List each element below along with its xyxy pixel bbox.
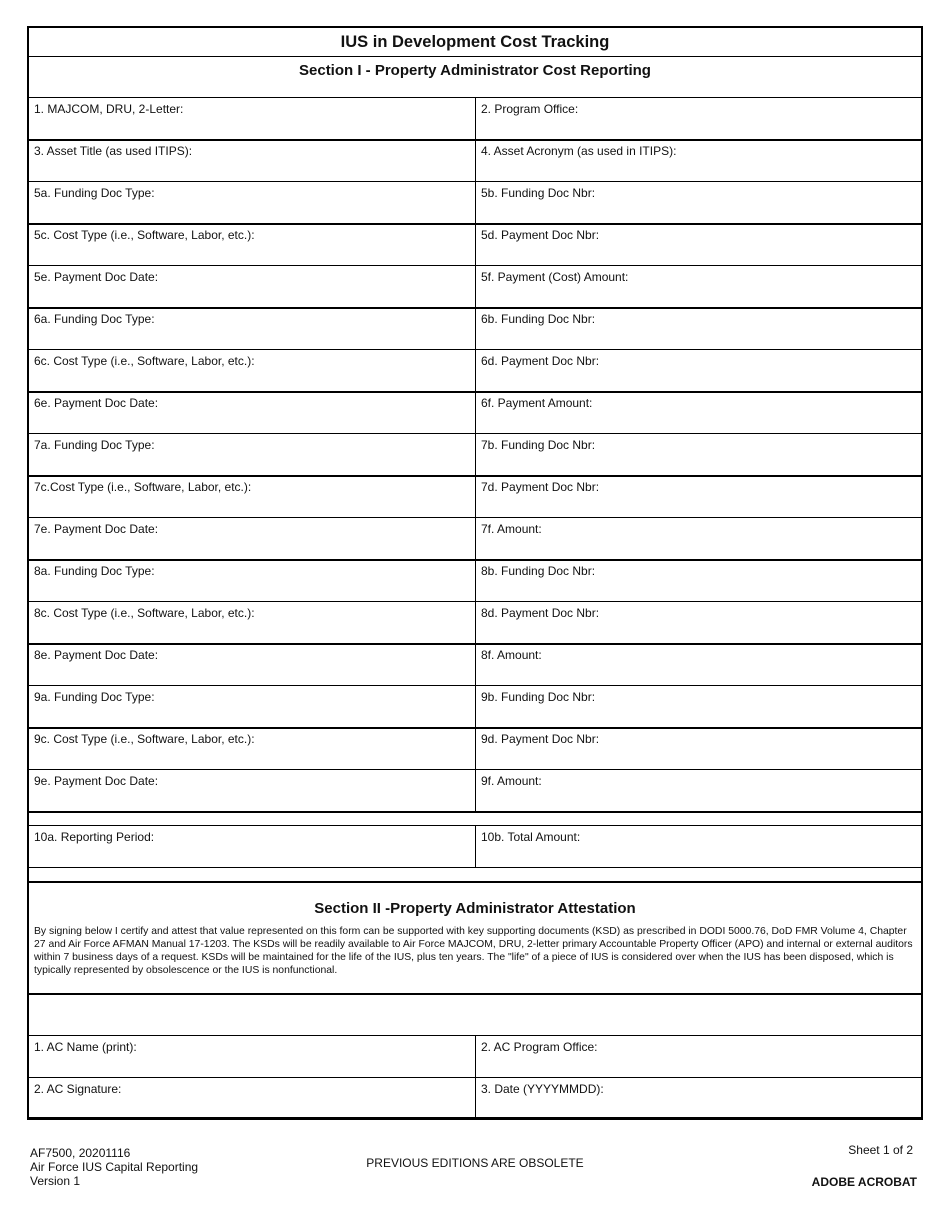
divider [29,881,921,883]
field-6a-funding-doc-type[interactable]: 6a. Funding Doc Type: [34,312,155,326]
field-8f-amount[interactable]: 8f. Amount: [481,648,542,662]
footer-software: ADOBE ACROBAT [811,1175,917,1189]
field-9f-amount[interactable]: 9f. Amount: [481,774,542,788]
field-10b-total-amount[interactable]: 10b. Total Amount: [481,830,581,844]
divider [29,867,921,868]
field-6c-cost-type[interactable]: 6c. Cost Type (i.e., Software, Labor, etc.): [34,354,255,368]
field-7f-amount[interactable]: 7f. Amount: [481,522,542,536]
section2-title: Section II -Property Administrator Attestation [314,900,636,917]
field-6e-payment-doc-date[interactable]: 6e. Payment Doc Date: [34,396,159,410]
divider [29,811,921,813]
footer-obsolete-notice: PREVIOUS EDITIONS ARE OBSOLETE [366,1156,584,1170]
field-9b-funding-doc-nbr[interactable]: 9b. Funding Doc Nbr: [481,690,596,704]
field-7a-funding-doc-type[interactable]: 7a. Funding Doc Type: [34,438,155,452]
field-8d-payment-doc-nbr[interactable]: 8d. Payment Doc Nbr: [481,606,600,620]
field-8e-payment-doc-date[interactable]: 8e. Payment Doc Date: [34,648,159,662]
field-8c-cost-type[interactable]: 8c. Cost Type (i.e., Software, Labor, etc.): [34,606,255,620]
footer-sheet: Sheet 1 of 2 [848,1143,913,1157]
form-title: IUS in Development Cost Tracking [340,33,610,51]
field-5d-payment-doc-nbr[interactable]: 5d. Payment Doc Nbr: [481,228,600,242]
field-7d-payment-doc-nbr[interactable]: 7d. Payment Doc Nbr: [481,480,600,494]
field-6d-payment-doc-nbr[interactable]: 6d. Payment Doc Nbr: [481,354,600,368]
field-6f-payment-amount[interactable]: 6f. Payment Amount: [481,396,593,410]
field-9d-payment-doc-nbr[interactable]: 9d. Payment Doc Nbr: [481,732,600,746]
field-5a-funding-doc-type[interactable]: 5a. Funding Doc Type: [34,186,155,200]
footer-form-name: Air Force IUS Capital Reporting [30,1160,199,1174]
divider [29,1117,921,1118]
field-9a-funding-doc-type[interactable]: 9a. Funding Doc Type: [34,690,155,704]
divider [29,993,921,995]
footer-version: Version 1 [30,1174,81,1188]
field-5b-funding-doc-nbr[interactable]: 5b. Funding Doc Nbr: [481,186,596,200]
column-divider [475,97,476,811]
field-6b-funding-doc-nbr[interactable]: 6b. Funding Doc Nbr: [481,312,596,326]
field-ac-program-office[interactable]: 2. AC Program Office: [481,1040,598,1054]
cost-tracking-form [27,26,923,1120]
field-8a-funding-doc-type[interactable]: 8a. Funding Doc Type: [34,564,155,578]
field-asset-acronym[interactable]: 4. Asset Acronym (as used in ITIPS): [481,144,677,158]
field-10a-reporting-period[interactable]: 10a. Reporting Period: [34,830,155,844]
attestation-text: By signing below I certify and attest that value represented on this form can be supported with key supporting documents (KSD) as prescribed in DODI 5000.76, DoD FMR Volume 4, Chapter 27 and Air Force AFMAN Manual 17-1203. The KSDs will be readily available to Air Force MAJCOM, DRU, 2-letter primary Accountable Property Officer (APO) and internal or external auditors within 7 business days of a request. KSDs will be maintained for the life of the IUS, plus ten years. The "life" of a piece of IUS is considered over when the IUS has been disposed, which is typically represented by obsolescence or the IUS is nonfunctional. [34,926,913,976]
field-7b-funding-doc-nbr[interactable]: 7b. Funding Doc Nbr: [481,438,596,452]
field-majcom[interactable]: 1. MAJCOM, DRU, 2-Letter: [34,102,184,116]
field-9c-cost-type[interactable]: 9c. Cost Type (i.e., Software, Labor, etc.): [34,732,255,746]
column-divider [475,1035,476,1117]
field-ac-signature[interactable]: 2. AC Signature: [34,1082,122,1096]
field-5e-payment-doc-date[interactable]: 5e. Payment Doc Date: [34,270,159,284]
field-ac-name[interactable]: 1. AC Name (print): [34,1040,137,1054]
divider [29,56,921,57]
field-5f-payment-amount[interactable]: 5f. Payment (Cost) Amount: [481,270,629,284]
field-program-office[interactable]: 2. Program Office: [481,102,579,116]
field-7c-cost-type[interactable]: 7c.Cost Type (i.e., Software, Labor, etc.): [34,480,252,494]
field-asset-title[interactable]: 3. Asset Title (as used ITIPS): [34,144,193,158]
field-8b-funding-doc-nbr[interactable]: 8b. Funding Doc Nbr: [481,564,596,578]
field-7e-payment-doc-date[interactable]: 7e. Payment Doc Date: [34,522,159,536]
field-9e-payment-doc-date[interactable]: 9e. Payment Doc Date: [34,774,159,788]
column-divider [475,825,476,867]
field-5c-cost-type[interactable]: 5c. Cost Type (i.e., Software, Labor, etc.): [34,228,255,242]
field-date[interactable]: 3. Date (YYYYMMDD): [481,1082,604,1096]
section1-title: Section I - Property Administrator Cost Reporting [299,62,651,79]
footer-form-id: AF7500, 20201116 [30,1146,131,1160]
